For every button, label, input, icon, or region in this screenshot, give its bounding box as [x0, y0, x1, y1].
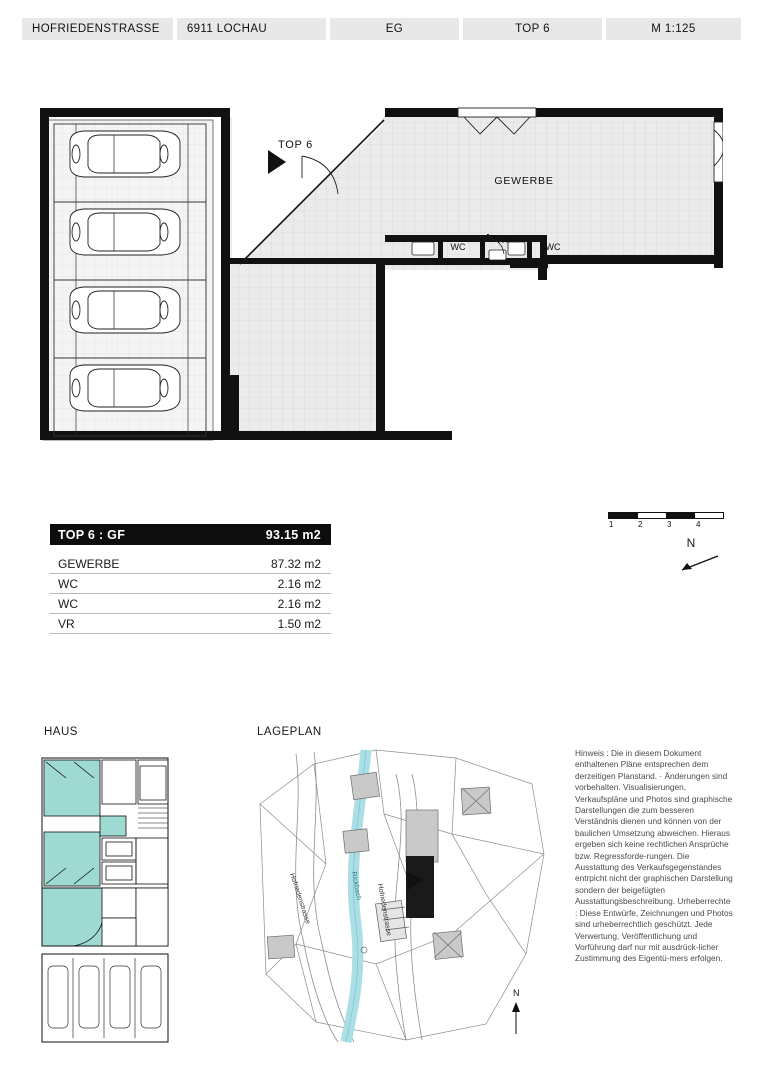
- area-table-spacer: [50, 545, 331, 554]
- room-label-vr: VR: [495, 235, 509, 245]
- document-header: [22, 18, 741, 40]
- header-street: HOFRIEDENSTRASSE: [22, 18, 173, 40]
- svg-text:N: N: [513, 988, 520, 998]
- scale-tick: 1: [609, 520, 614, 529]
- area-row-value: 2.16 m2: [277, 576, 321, 591]
- lageplan-map: [256, 744, 548, 1044]
- lageplan-street-label-2: Hofriedenstrasse: [376, 883, 393, 937]
- header-floor: EG: [330, 18, 459, 40]
- area-row-value: 1.50 m2: [277, 616, 321, 631]
- lageplan-creek-label: Rickbach: [350, 871, 362, 901]
- north-arrow: [678, 536, 738, 576]
- header-scale: M 1:125: [606, 18, 741, 40]
- haus-title: HAUS: [44, 726, 78, 738]
- table-row: [50, 574, 331, 594]
- area-row-name: GEWERBE: [58, 556, 120, 571]
- room-label-gewerbe: GEWERBE: [494, 175, 554, 187]
- table-row: [50, 614, 331, 634]
- area-row-name: WC: [58, 596, 78, 611]
- scale-bar-ticks: [608, 520, 724, 529]
- area-row-name: WC: [58, 576, 78, 591]
- area-row-name: VR: [58, 616, 75, 631]
- north-label: N: [686, 536, 696, 550]
- scale-bar-graphic: [608, 512, 724, 519]
- area-table-header: [50, 524, 331, 545]
- north-arrow-icon: [678, 550, 738, 576]
- table-row: [50, 594, 331, 614]
- scale-tick: 4: [696, 520, 701, 529]
- table-row: [50, 554, 331, 574]
- room-label-wc-right: WC: [545, 242, 561, 252]
- haus-diagram: [40, 756, 190, 1046]
- room-label-wc-left: WC: [450, 242, 466, 252]
- area-table-title: TOP 6 : GF: [58, 527, 126, 542]
- area-table-total: 93.15 m2: [265, 527, 321, 542]
- hinweis-text: Hinweis : Die in diesem Dokument enthaltenen Pläne entsprechen dem derzeitigen Planstand. · Änderungen sind vorbehalten. Visualisierungen, Verkaufspläne und Photos sind graphische Darstellungen die zum besseren Verständnis dienen und können von der baulichen Umsetzung abweichen. Hieraus ergeben sich keine rechtlichen Ansprüche bzw. Regressforde-rungen. Die Ausstattung des Verkaufsgegenstandes entrpicht nicht der graphischen Darstellung sondern der beigefügten Ausstattungsbeschreibung. Urheberrechte : Diese Entwürfe, Zeichnungen und Photos sind urheberrechtlich geschützt. Jede Verwertung, Veröffentlichung und Vorführung darf nur mit ausdrück-licher Zustimmung des Eigentü-mers erfolgen.: [575, 748, 733, 964]
- header-unit: TOP 6: [463, 18, 602, 40]
- area-row-value: 2.16 m2: [277, 596, 321, 611]
- header-city: 6911 LOCHAU: [177, 18, 326, 40]
- plan-unit-marker: TOP 6: [278, 139, 313, 151]
- lageplan-street-label-1: Hofriedenstrasse: [288, 872, 312, 925]
- scale-tick: 3: [667, 520, 672, 529]
- scale-tick: 2: [638, 520, 643, 529]
- area-table: [50, 524, 331, 634]
- lageplan-title: LAGEPLAN: [257, 726, 322, 738]
- scale-bar: [608, 512, 730, 529]
- floor-plan: [40, 100, 723, 440]
- area-row-value: 87.32 m2: [270, 556, 321, 571]
